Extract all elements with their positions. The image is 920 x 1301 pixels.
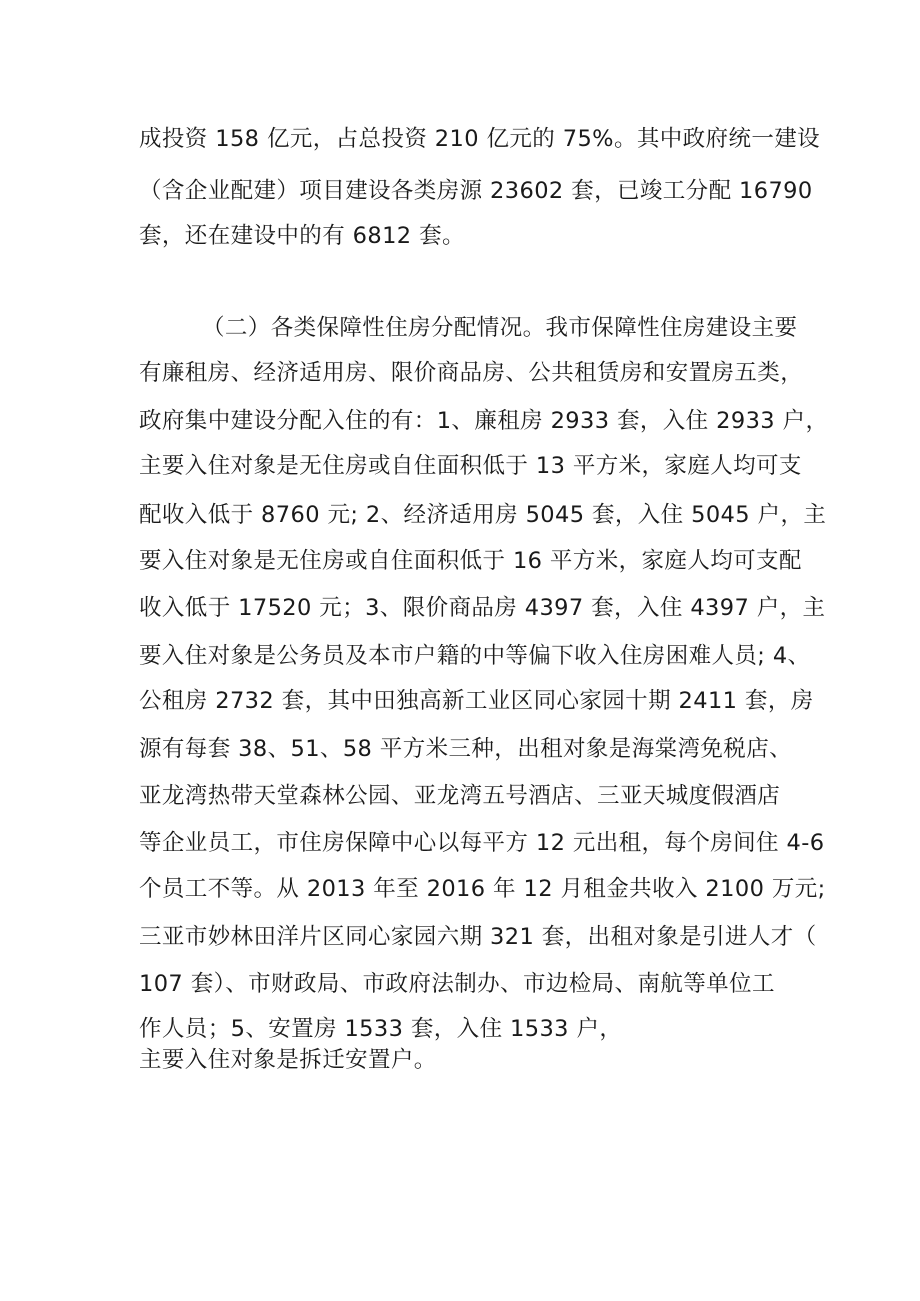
body-text-line: 亚龙湾热带天堂森林公园、亚龙湾五号酒店、三亚天城度假酒店 (139, 783, 781, 809)
body-text-line: 要入住对象是公务员及本市户籍的中等偏下收入住房困难人员; 4、 (139, 643, 811, 669)
body-text-line: 套，还在建设中的有 6812 套。 (139, 223, 465, 249)
body-text-line: （含企业配建）项目建设各类房源 23602 套，已竣工分配 16790 (139, 178, 813, 204)
body-text-line: 收入低于 17520 元；3、限价商品房 4397 套，入住 4397 户，主 (139, 595, 826, 621)
body-text-line: 源有每套 38、51、58 平方米三种，出租对象是海棠湾免税店、 (139, 736, 792, 762)
body-text-line: 有廉租房、经济适用房、限价商品房、公共租赁房和安置房五类， (139, 360, 804, 386)
body-text-line: 政府集中建设分配入住的有：1、廉租房 2933 套，入住 2933 户， (139, 408, 829, 434)
body-text-line: 个员工不等。从 2013 年至 2016 年 12 月租金共收入 2100 万元; (139, 876, 826, 902)
body-text-line: 成投资 158 亿元，占总投资 210 亿元的 75%。其中政府统一建设 (139, 126, 821, 152)
body-text-line: 等企业员工，市住房保障中心以每平方 12 元出租，每个房间住 4-6 (139, 830, 825, 856)
body-text-line: 主要入住对象是无住房或自住面积低于 13 平方米，家庭人均可支 (139, 453, 802, 479)
body-text-line: 公租房 2732 套，其中田独高新工业区同心家园十期 2411 套，房 (139, 688, 814, 714)
body-text-line: 要入住对象是无住房或自住面积低于 16 平方米，家庭人均可支配 (139, 548, 802, 574)
body-text-line: 三亚市妙林田洋片区同心家园六期 321 套，出租对象是引进人才（ (139, 924, 817, 950)
body-text-line: 107 套）、市财政局、市政府法制办、市边检局、南航等单位工 (139, 971, 775, 997)
section-heading-line: （二）各类保障性住房分配情况。我市保障性住房建设主要 (202, 315, 798, 341)
body-text-line: 作人员；5、安置房 1533 套，入住 1533 户， (139, 1016, 623, 1042)
body-text-line: 配收入低于 8760 元; 2、经济适用房 5045 套，入住 5045 户，主 (139, 502, 827, 528)
body-text-line: 主要入住对象是拆迁安置户。 (139, 1047, 437, 1073)
